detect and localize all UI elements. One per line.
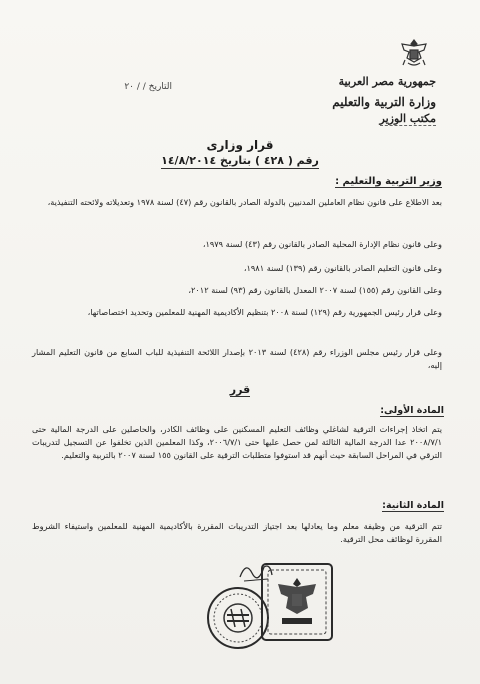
article-2-text: تتم الترقية من وظيفة معلم وما يعادلها بعد اجتياز التدريبات المقررة بالأكاديمية المهنية للمعلمين واستيفاء الشروط المقررة لوظائف محل الترقية.	[32, 521, 442, 544]
decree-title: قرار وزارى	[206, 138, 274, 152]
eagle-seal-icon	[258, 560, 336, 644]
header-office: مكتب الوزير	[379, 112, 436, 125]
preamble-item: وعلى قانون نظام الإدارة المحلية الصادر بالقانون رقم (٤٣) لسنة ١٩٧٩،	[202, 239, 442, 249]
article-1-text: يتم اتخاذ إجراءات الترقية لشاغلي وظائف التعليم المسكنين على وظائف الكادر، والحاصلين على الدرجة المالية حتى ٢٠٠٨/٧/١ عدا الدرجة المالية الثالثة لمن حصل عليها حتى ٢٠٠٦/٧/١، وكذا المعلمين الذين تخلفوا عن التسجيل لتدريبات الترقي في المراحل السابقة حيث أنهم قد استوفوا متطلبات الترقية على القانون ١٥٥ لسنة ٢٠٠٧ بالتربية والتعليم.	[32, 424, 443, 460]
decree-number: رقم ( ٤٢٨ ) بتاريخ ١٤/٨/٢٠١٤	[161, 154, 319, 167]
minister-heading: وزير التربية والتعليم :	[335, 176, 442, 187]
preamble-item: وعلى القانون رقم (١٥٥) لسنة ٢٠٠٧ المعدل بالقانون رقم (٩٣) لسنة ٢٠١٢،	[188, 285, 442, 295]
preamble-item: وعلى قانون التعليم الصادر بالقانون رقم (١٣٩) لسنة ١٩٨١،	[243, 263, 442, 273]
date-label: التاريخ / / ٢٠	[124, 82, 172, 92]
preamble-item: وعلى قرار رئيس الجمهورية رقم (١٢٩) لسنة ٢٠٠٨ بتنظيم الأكاديمية المهنية للمعلمين وتحديد اختصاصاتها،	[87, 307, 442, 317]
header-country: جمهورية مصر العربية	[338, 75, 436, 88]
preamble-item: وعلى قرار رئيس مجلس الوزراء رقم (٤٢٨) لسنة ٢٠١٣ بإصدار اللائحة التنفيذية للباب السابع من قانون التعليم المشار إليه،	[32, 347, 442, 370]
header-ministry: وزارة التربية والتعليم	[332, 95, 436, 109]
article-2-title: المادة الثانية:	[382, 500, 444, 511]
preamble-item: بعد الاطلاع على قانون نظام العاملين المدنيين بالدولة الصادر بالقانون رقم (٤٧) لسنة ١٩٧٨ وتعديلاته ولائحته التنفيذية،	[47, 197, 442, 207]
article-1-title: المادة الأولى:	[380, 405, 444, 416]
decision-heading: قرر	[229, 383, 251, 396]
eagle-emblem-icon	[397, 36, 431, 70]
